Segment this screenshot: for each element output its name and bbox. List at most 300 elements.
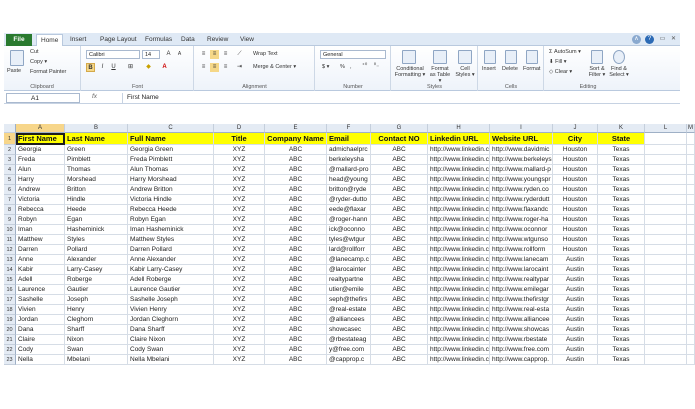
number-format-select[interactable]: General <box>320 50 386 59</box>
table-cell[interactable]: Texas <box>598 155 645 165</box>
table-cell[interactable]: Andrew <box>16 185 65 195</box>
table-cell[interactable]: @mallard-pro <box>327 165 371 175</box>
table-cell[interactable]: Texas <box>598 285 645 295</box>
empty-cell[interactable] <box>645 185 687 195</box>
table-cell[interactable]: Jordan Cleghorn <box>128 315 214 325</box>
underline-button[interactable]: U <box>111 64 116 70</box>
table-cell[interactable]: ABC <box>265 215 327 225</box>
table-cell[interactable]: XYZ <box>214 315 265 325</box>
table-cell[interactable]: ABC <box>371 325 428 335</box>
table-cell[interactable]: Alun <box>16 165 65 175</box>
table-cell[interactable]: http://www.flaxandc <box>490 205 553 215</box>
table-cell[interactable]: tyles@wtgur <box>327 235 371 245</box>
table-cell[interactable]: Texas <box>598 275 645 285</box>
empty-cell[interactable] <box>687 305 695 315</box>
table-cell[interactable]: ABC <box>371 345 428 355</box>
table-cell[interactable]: ABC <box>265 335 327 345</box>
row-header[interactable]: 8 <box>4 205 16 215</box>
insert-function-icon[interactable]: fx <box>92 93 98 100</box>
select-all-corner[interactable] <box>4 124 16 133</box>
table-cell[interactable]: XYZ <box>214 165 265 175</box>
table-cell[interactable]: Texas <box>598 165 645 175</box>
minimize-ribbon-icon[interactable]: ∧ <box>632 35 641 44</box>
find-select-icon[interactable] <box>613 50 625 64</box>
table-cell[interactable]: Nella <box>16 355 65 365</box>
table-cell[interactable]: http://www.davidmic <box>490 145 553 155</box>
table-cell[interactable]: Austin <box>553 305 598 315</box>
empty-cell[interactable] <box>645 305 687 315</box>
table-cell[interactable]: Houston <box>553 145 598 155</box>
table-cell[interactable]: http://www.linkedin.c <box>430 186 489 193</box>
empty-cell[interactable] <box>645 235 687 245</box>
empty-cell[interactable] <box>687 155 695 165</box>
grow-font-icon[interactable]: A <box>166 51 171 57</box>
table-cell[interactable]: XYZ <box>214 325 265 335</box>
table-cell[interactable]: Green <box>65 145 128 155</box>
table-cell[interactable]: Austin <box>553 335 598 345</box>
empty-cell[interactable] <box>645 165 687 175</box>
table-cell[interactable]: ABC <box>265 275 327 285</box>
table-cell[interactable]: Matthew <box>16 235 65 245</box>
table-cell[interactable]: http://www.linkedin.c <box>430 226 489 233</box>
table-cell[interactable]: http://www.thefirstgr <box>490 295 553 305</box>
table-cell[interactable]: Darren <box>16 245 65 255</box>
empty-cell[interactable] <box>687 355 695 365</box>
row-header[interactable]: 21 <box>4 335 16 345</box>
table-cell[interactable]: Sashelle Joseph <box>128 295 214 305</box>
table-cell[interactable]: Laurence <box>16 285 65 295</box>
row-header[interactable]: 17 <box>4 295 16 305</box>
table-cell[interactable]: Joseph <box>65 295 128 305</box>
copy-button[interactable]: Copy ▾ <box>30 59 48 65</box>
table-cell[interactable]: Austin <box>553 345 598 355</box>
table-cell[interactable]: Adell <box>16 275 65 285</box>
table-cell[interactable]: XYZ <box>214 195 265 205</box>
sort-filter-button[interactable]: Sort & Filter ▾ <box>588 66 606 78</box>
header-cell[interactable]: Linkedin URL <box>428 133 490 145</box>
row-header[interactable]: 1 <box>4 133 16 145</box>
table-cell[interactable]: @larocainter <box>327 265 371 275</box>
close-window-icon[interactable]: ✕ <box>670 36 677 42</box>
table-cell[interactable]: Houston <box>553 165 598 175</box>
table-cell[interactable]: XYZ <box>214 225 265 235</box>
table-cell[interactable]: Texas <box>598 265 645 275</box>
clear-button[interactable] <box>549 69 572 75</box>
table-cell[interactable]: XYZ <box>214 235 265 245</box>
table-cell[interactable]: Texas <box>598 355 645 365</box>
table-cell[interactable]: http://www.wtgunso <box>490 235 553 245</box>
table-cell[interactable]: ABC <box>265 205 327 215</box>
table-cell[interactable]: ABC <box>265 315 327 325</box>
tab-page-layout[interactable]: Page Layout <box>100 36 137 43</box>
tab-review[interactable]: Review <box>207 36 229 43</box>
table-cell[interactable]: http://www.ryden.co <box>490 185 553 195</box>
table-cell[interactable]: ABC <box>265 145 327 155</box>
table-cell[interactable]: Houston <box>553 245 598 255</box>
row-header[interactable]: 6 <box>4 185 16 195</box>
table-cell[interactable]: http://www.linkedin.c <box>430 166 489 173</box>
table-cell[interactable]: http://www.youngspr <box>490 175 553 185</box>
row-header[interactable]: 19 <box>4 315 16 325</box>
table-cell[interactable]: Texas <box>598 315 645 325</box>
row-header[interactable]: 22 <box>4 345 16 355</box>
table-cell[interactable]: Houston <box>553 225 598 235</box>
merge-center-button[interactable]: Merge & Center ▾ <box>253 64 297 70</box>
table-cell[interactable]: XYZ <box>214 335 265 345</box>
column-header-j[interactable]: J <box>553 124 598 133</box>
table-cell[interactable]: Texas <box>598 195 645 205</box>
table-cell[interactable]: @lanecamp.c <box>327 255 371 265</box>
table-cell[interactable]: XYZ <box>214 205 265 215</box>
table-cell[interactable]: Austin <box>553 275 598 285</box>
table-cell[interactable]: XYZ <box>214 265 265 275</box>
column-header-e[interactable]: E <box>265 124 327 133</box>
empty-cell[interactable] <box>645 295 687 305</box>
empty-cell[interactable] <box>645 145 687 155</box>
table-cell[interactable]: Austin <box>553 265 598 275</box>
font-name-select[interactable]: Calibri <box>86 50 140 59</box>
table-cell[interactable]: ABC <box>371 195 428 205</box>
empty-cell[interactable] <box>687 315 695 325</box>
empty-cell[interactable] <box>687 345 695 355</box>
fill-color-icon[interactable]: ◆ <box>146 64 151 70</box>
table-cell[interactable]: Alun Thomas <box>128 165 214 175</box>
table-cell[interactable]: http://www.larocaint <box>490 265 553 275</box>
table-cell[interactable]: Austin <box>553 255 598 265</box>
column-header-m[interactable]: M <box>688 125 693 131</box>
table-cell[interactable]: XYZ <box>214 155 265 165</box>
table-cell[interactable]: admichaelprc <box>327 145 371 155</box>
empty-cell[interactable] <box>645 265 687 275</box>
table-cell[interactable]: Claire <box>16 335 65 345</box>
table-cell[interactable]: ABC <box>265 255 327 265</box>
table-cell[interactable]: Pollard <box>65 245 128 255</box>
table-cell[interactable]: lard@rollforr <box>327 245 371 255</box>
table-cell[interactable]: Swan <box>65 345 128 355</box>
column-header-f[interactable]: F <box>327 124 371 133</box>
table-cell[interactable]: Dana <box>16 325 65 335</box>
table-cell[interactable]: ABC <box>371 305 428 315</box>
table-cell[interactable]: Harry Morshead <box>128 175 214 185</box>
table-cell[interactable]: Gautier <box>65 285 128 295</box>
table-cell[interactable]: ABC <box>265 325 327 335</box>
autosum-button[interactable] <box>549 49 581 55</box>
table-cell[interactable]: Vivien Henry <box>128 305 214 315</box>
format-as-table-button[interactable]: Format as Table ▾ <box>429 66 451 84</box>
empty-cell[interactable] <box>645 285 687 295</box>
table-cell[interactable]: realtypartne <box>327 275 371 285</box>
tab-data[interactable]: Data <box>181 36 195 43</box>
table-cell[interactable]: Larry-Casey <box>65 265 128 275</box>
table-cell[interactable]: @real-estate <box>327 305 371 315</box>
restore-window-icon[interactable]: ▭ <box>659 36 666 42</box>
row-header[interactable]: 11 <box>4 235 16 245</box>
table-cell[interactable]: XYZ <box>214 185 265 195</box>
empty-cell[interactable] <box>645 315 687 325</box>
column-header-d[interactable]: D <box>214 124 265 133</box>
insert-cells-button[interactable]: Insert <box>482 66 496 72</box>
table-cell[interactable]: http://www.linkedin.c <box>430 156 489 163</box>
table-cell[interactable]: ABC <box>371 265 428 275</box>
table-cell[interactable]: ABC <box>265 175 327 185</box>
table-cell[interactable]: Texas <box>598 145 645 155</box>
header-cell[interactable]: Company Name <box>265 133 327 145</box>
align-bottom-icon[interactable]: ≡ <box>223 51 228 57</box>
table-cell[interactable]: @rbestateag <box>327 335 371 345</box>
tab-insert[interactable]: Insert <box>70 36 87 43</box>
table-cell[interactable]: http://www.showcas <box>490 325 553 335</box>
table-cell[interactable]: ABC <box>371 225 428 235</box>
table-cell[interactable]: ABC <box>265 285 327 295</box>
row-header[interactable]: 16 <box>4 285 16 295</box>
table-cell[interactable]: ABC <box>265 345 327 355</box>
table-cell[interactable]: Houston <box>553 235 598 245</box>
header-cell[interactable]: Last Name <box>65 133 128 145</box>
align-middle-icon[interactable]: ≡ <box>210 50 219 59</box>
formula-input[interactable]: First Name <box>122 93 678 103</box>
table-cell[interactable]: Texas <box>598 335 645 345</box>
row-header[interactable]: 3 <box>4 155 16 165</box>
table-cell[interactable]: Texas <box>598 305 645 315</box>
increase-decimal-icon[interactable]: ⁺⁰ <box>361 63 368 69</box>
table-cell[interactable]: http://www.linkedin.c <box>430 316 489 323</box>
header-cell[interactable]: Title <box>214 133 265 145</box>
table-cell[interactable]: http://www.linkedin.c <box>430 176 489 183</box>
cut-button[interactable]: Cut <box>30 49 39 55</box>
table-cell[interactable]: ABC <box>371 355 428 365</box>
table-cell[interactable]: Roberge <box>65 275 128 285</box>
table-cell[interactable]: ABC <box>265 305 327 315</box>
empty-cell[interactable] <box>687 165 695 175</box>
table-cell[interactable]: ick@oconno <box>327 225 371 235</box>
row-header[interactable]: 13 <box>4 255 16 265</box>
table-cell[interactable]: http://www.lanecam <box>490 255 553 265</box>
table-cell[interactable]: showcasec <box>327 325 371 335</box>
table-cell[interactable]: ABC <box>265 245 327 255</box>
table-cell[interactable]: Hasheminick <box>65 225 128 235</box>
row-header[interactable]: 4 <box>4 165 16 175</box>
table-cell[interactable]: Texas <box>598 215 645 225</box>
table-cell[interactable]: Austin <box>553 295 598 305</box>
table-cell[interactable]: Pimblett <box>65 155 128 165</box>
table-cell[interactable]: Austin <box>553 325 598 335</box>
table-cell[interactable]: ABC <box>371 255 428 265</box>
delete-cells-icon[interactable] <box>505 50 517 64</box>
column-header-k[interactable]: K <box>598 124 645 133</box>
row-header[interactable]: 23 <box>4 355 16 365</box>
table-cell[interactable]: Texas <box>598 345 645 355</box>
empty-cell[interactable] <box>687 215 695 225</box>
table-cell[interactable]: XYZ <box>214 245 265 255</box>
empty-cell[interactable] <box>687 145 695 155</box>
table-cell[interactable]: Houston <box>553 175 598 185</box>
table-cell[interactable]: Victoria <box>16 195 65 205</box>
table-cell[interactable]: Henry <box>65 305 128 315</box>
table-cell[interactable]: Anne <box>16 255 65 265</box>
table-cell[interactable]: Cody Swan <box>128 345 214 355</box>
table-cell[interactable]: http://www.linkedin.c <box>430 296 489 303</box>
table-cell[interactable]: Thomas <box>65 165 128 175</box>
table-cell[interactable]: XYZ <box>214 175 265 185</box>
table-cell[interactable]: ABC <box>265 225 327 235</box>
table-cell[interactable]: Matthew Styles <box>128 235 214 245</box>
table-cell[interactable]: Andrew Britton <box>128 185 214 195</box>
table-cell[interactable]: http://www.realtypar <box>490 275 553 285</box>
table-cell[interactable]: http://www.linkedin.c <box>430 286 489 293</box>
table-cell[interactable]: britton@ryde <box>327 185 371 195</box>
align-left-icon[interactable]: ≡ <box>201 64 206 70</box>
table-cell[interactable]: Claire Nixon <box>128 335 214 345</box>
table-cell[interactable]: Houston <box>553 215 598 225</box>
table-cell[interactable]: http://www.emilegar <box>490 285 553 295</box>
table-cell[interactable]: Austin <box>553 315 598 325</box>
empty-cell[interactable] <box>687 265 695 275</box>
table-cell[interactable]: head@young <box>327 175 371 185</box>
table-cell[interactable]: ABC <box>371 335 428 345</box>
table-cell[interactable]: http://www.oconnor <box>490 225 553 235</box>
row-header[interactable]: 12 <box>4 245 16 255</box>
column-header-a[interactable]: A <box>16 124 65 133</box>
table-cell[interactable]: http://www.rbestate <box>490 335 553 345</box>
table-cell[interactable]: XYZ <box>214 255 265 265</box>
table-cell[interactable]: XYZ <box>214 215 265 225</box>
column-header-i[interactable]: I <box>490 124 553 133</box>
cell-styles-button[interactable]: Cell Styles ▾ <box>455 66 475 78</box>
table-cell[interactable]: ABC <box>371 245 428 255</box>
table-cell[interactable]: Houston <box>553 155 598 165</box>
tab-file[interactable]: File <box>6 34 32 46</box>
table-cell[interactable]: ABC <box>265 235 327 245</box>
table-cell[interactable]: Iman Hasheminick <box>128 225 214 235</box>
row-header[interactable]: 20 <box>4 325 16 335</box>
header-cell[interactable]: Full Name <box>128 133 214 145</box>
comma-button[interactable]: , <box>350 64 352 70</box>
table-cell[interactable]: http://www.linkedin.c <box>430 276 489 283</box>
find-select-button[interactable]: Find & Select ▾ <box>609 66 629 78</box>
table-cell[interactable]: http://www.linkedin.c <box>430 246 489 253</box>
table-cell[interactable]: Kabir <box>16 265 65 275</box>
table-cell[interactable]: http://www.ryderdutt <box>490 195 553 205</box>
table-cell[interactable]: Texas <box>598 325 645 335</box>
table-cell[interactable]: Texas <box>598 295 645 305</box>
table-cell[interactable]: http://www.linkedin.c <box>430 356 489 363</box>
table-cell[interactable]: Sharff <box>65 325 128 335</box>
row-header[interactable]: 18 <box>4 305 16 315</box>
tab-formulas[interactable]: Formulas <box>145 36 173 43</box>
table-cell[interactable]: Heede <box>65 205 128 215</box>
table-cell[interactable]: ABC <box>371 315 428 325</box>
table-cell[interactable]: Adell Roberge <box>128 275 214 285</box>
empty-cell[interactable] <box>645 225 687 235</box>
table-cell[interactable]: Robyn Egan <box>128 215 214 225</box>
align-center-icon[interactable]: ≡ <box>210 63 219 72</box>
wrap-text-button[interactable]: Wrap Text <box>253 51 278 57</box>
table-cell[interactable]: ABC <box>265 265 327 275</box>
empty-cell[interactable] <box>645 215 687 225</box>
table-cell[interactable]: ABC <box>371 205 428 215</box>
table-cell[interactable]: http://www.rollform <box>490 245 553 255</box>
table-cell[interactable]: Texas <box>598 255 645 265</box>
table-cell[interactable]: Anne Alexander <box>128 255 214 265</box>
table-cell[interactable]: http://www.linkedin.c <box>430 236 489 243</box>
header-cell[interactable]: City <box>553 133 598 145</box>
row-header[interactable]: 7 <box>4 195 16 205</box>
table-cell[interactable]: http://www.linkedin.c <box>430 266 489 273</box>
table-cell[interactable]: Rebecca <box>16 205 65 215</box>
table-cell[interactable]: Alexander <box>65 255 128 265</box>
table-cell[interactable]: Cleghorn <box>65 315 128 325</box>
header-cell[interactable]: First Name <box>16 133 65 145</box>
empty-cell[interactable] <box>687 325 695 335</box>
table-cell[interactable]: XYZ <box>214 355 265 365</box>
table-cell[interactable]: ABC <box>265 165 327 175</box>
table-cell[interactable]: ABC <box>265 355 327 365</box>
table-cell[interactable]: ABC <box>265 295 327 305</box>
shrink-font-icon[interactable]: A <box>177 51 182 57</box>
empty-cell[interactable] <box>645 155 687 165</box>
tab-view[interactable]: View <box>240 36 254 43</box>
table-cell[interactable]: Morshead <box>65 175 128 185</box>
table-cell[interactable]: Kabir Larry-Casey <box>128 265 214 275</box>
table-cell[interactable]: http://www.linkedin.c <box>430 306 489 313</box>
currency-button[interactable]: $ ▾ <box>322 64 330 70</box>
table-cell[interactable]: Darren Pollard <box>128 245 214 255</box>
insert-cells-icon[interactable] <box>484 50 496 64</box>
empty-cell[interactable] <box>645 195 687 205</box>
empty-cell[interactable] <box>687 175 695 185</box>
table-cell[interactable]: XYZ <box>214 345 265 355</box>
borders-icon[interactable]: ⊞ <box>127 64 134 70</box>
table-cell[interactable]: http://www.capprop. <box>490 355 553 365</box>
format-as-table-icon[interactable] <box>433 50 447 64</box>
row-header[interactable]: 2 <box>4 145 16 155</box>
sort-filter-icon[interactable] <box>591 50 603 64</box>
empty-cell[interactable] <box>687 133 695 145</box>
empty-cell[interactable] <box>645 133 687 145</box>
table-cell[interactable]: Mbelani <box>65 355 128 365</box>
fill-button[interactable] <box>549 59 566 65</box>
table-cell[interactable]: Texas <box>598 185 645 195</box>
empty-cell[interactable] <box>687 185 695 195</box>
empty-cell[interactable] <box>687 285 695 295</box>
empty-cell[interactable] <box>645 205 687 215</box>
table-cell[interactable]: XYZ <box>214 285 265 295</box>
table-cell[interactable]: XYZ <box>214 305 265 315</box>
table-cell[interactable]: Nella Mbelani <box>128 355 214 365</box>
row-header[interactable]: 15 <box>4 275 16 285</box>
table-cell[interactable]: ABC <box>265 185 327 195</box>
font-color-icon[interactable]: A <box>162 64 167 70</box>
indent-icon[interactable]: ⇥ <box>236 64 243 70</box>
table-cell[interactable]: Houston <box>553 185 598 195</box>
help-icon[interactable]: ? <box>645 35 654 44</box>
table-cell[interactable]: Victoria Hindle <box>128 195 214 205</box>
table-cell[interactable]: XYZ <box>214 295 265 305</box>
header-cell[interactable]: Website URL <box>490 133 553 145</box>
table-cell[interactable]: XYZ <box>214 145 265 155</box>
table-cell[interactable]: utier@emile <box>327 285 371 295</box>
header-cell[interactable]: State <box>598 133 645 145</box>
table-cell[interactable]: http://www.real-esta <box>490 305 553 315</box>
table-cell[interactable]: Sashelle <box>16 295 65 305</box>
format-cells-icon[interactable] <box>526 50 538 64</box>
table-cell[interactable]: Austin <box>553 355 598 365</box>
table-cell[interactable]: Dana Sharff <box>128 325 214 335</box>
table-cell[interactable]: XYZ <box>214 275 265 285</box>
table-cell[interactable]: ABC <box>371 165 428 175</box>
table-cell[interactable]: Freda <box>16 155 65 165</box>
align-right-icon[interactable]: ≡ <box>223 64 228 70</box>
